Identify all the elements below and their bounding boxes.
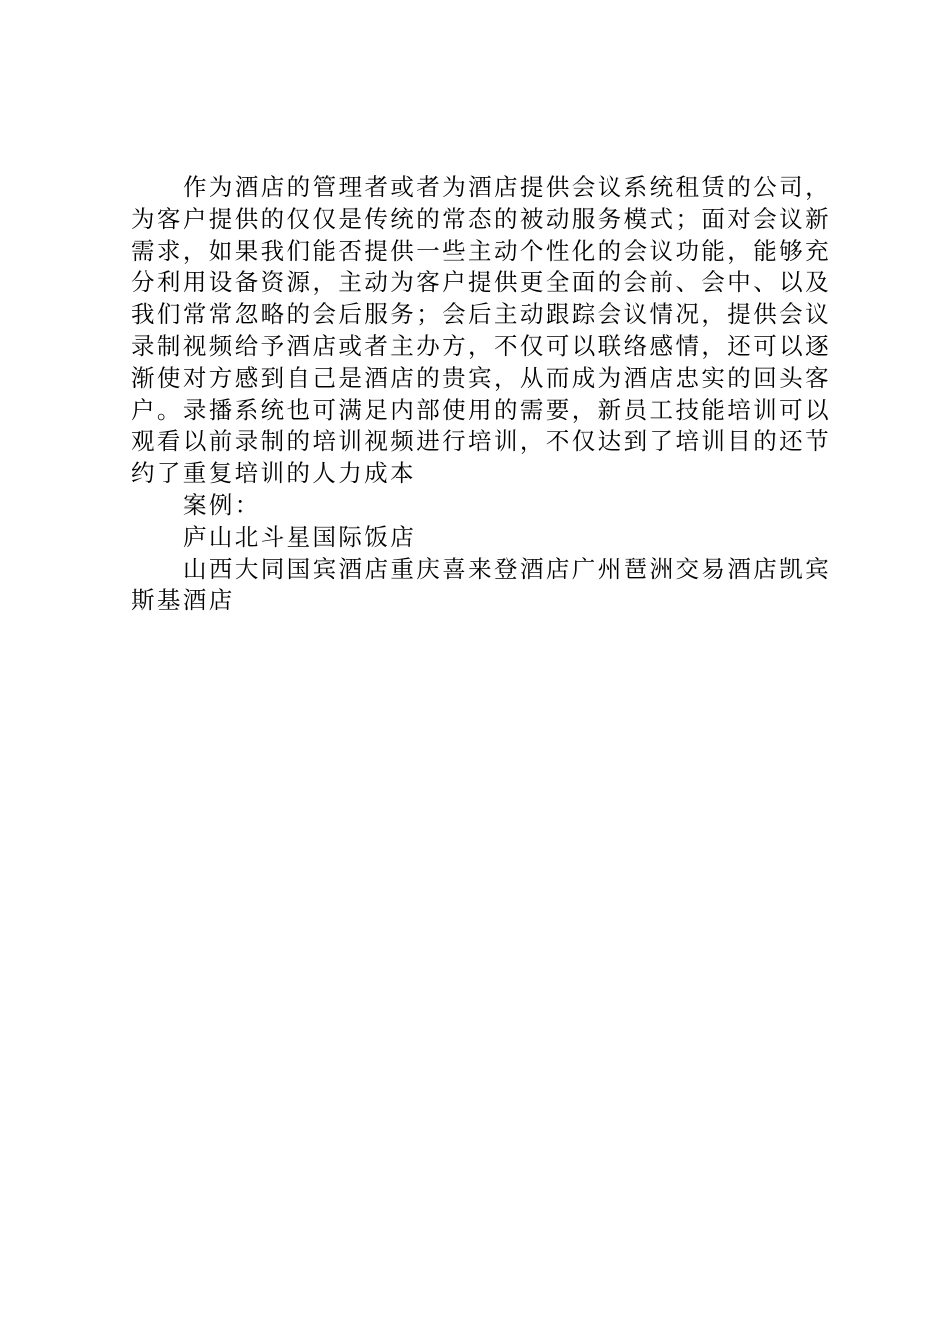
case-label: 案例： [183, 490, 261, 519]
body-paragraph: 作为酒店的管理者或者为酒店提供会议系统租赁的公司，为客户提供的仅仅是传统的常态的被动服务模式；面对会议新需求，如果我们能否提供一些主动个性化的会议功能，能够充分利用设备资源，主动为客户提供更全面的会前、会中、以及我们常常忽略的会后服务；会后主动跟踪会议情况，提供会议录制视频给予酒店或者主办方，不仅可以联络感情，还可以逐渐使对方感到自己是酒店的贵宾，从而成为酒店忠实的回头客户。录播系统也可满足内部使用的需要，新员工技能培训可以观看以前录制的培训视频进行培训，不仅达到了培训目的还节约了重复培训的人力成本 [131, 173, 831, 488]
case-hotel-list: 山西大同国宾酒店重庆喜来登酒店广州琶洲交易酒店凯宾斯基酒店 [131, 554, 831, 615]
document-body [131, 172, 831, 617]
case-hotel-lushan: 庐山北斗星国际饭店 [183, 522, 417, 551]
